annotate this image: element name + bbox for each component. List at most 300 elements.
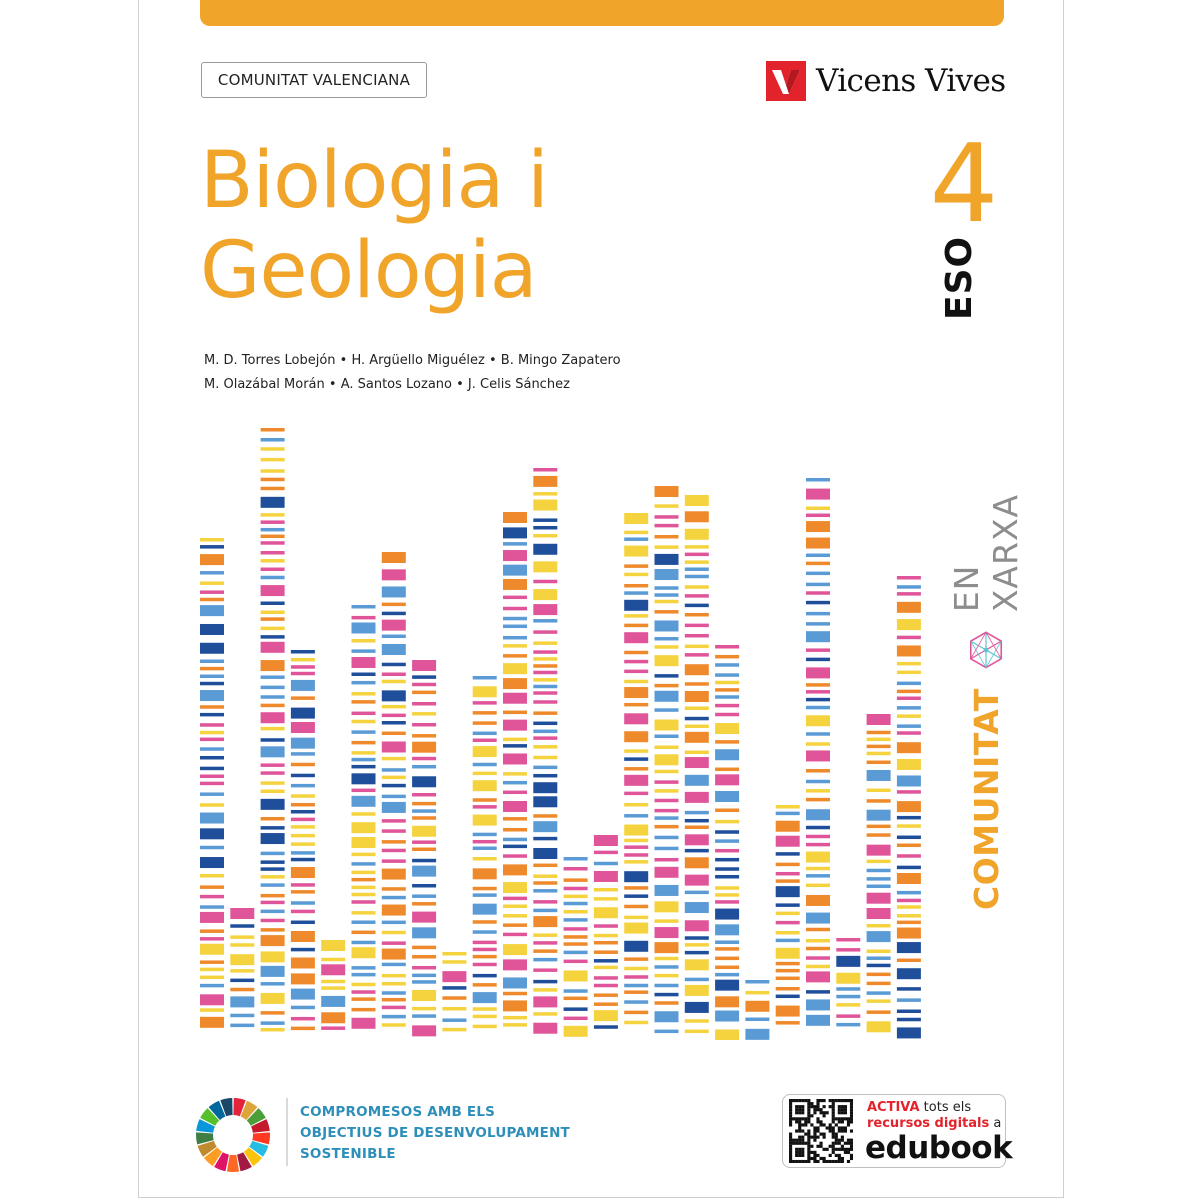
dna-band: [503, 753, 527, 764]
dna-band: [624, 687, 648, 698]
dna-band: [503, 1016, 527, 1020]
dna-band: [806, 769, 830, 773]
dna-band: [352, 983, 376, 987]
dna-band: [261, 894, 285, 898]
dna-band: [291, 738, 315, 749]
dna-band: [867, 964, 891, 968]
sdg-line-3: SOSTENIBLE: [300, 1146, 396, 1162]
qr-module: [844, 1126, 847, 1129]
dna-band: [200, 960, 224, 964]
dna-band: [473, 893, 497, 897]
dna-band: [200, 994, 224, 1005]
dna-band: [594, 1025, 618, 1029]
dna-band: [655, 836, 679, 840]
dna-band: [655, 942, 679, 953]
dna-band: [473, 721, 497, 725]
dna-band: [624, 1011, 648, 1015]
dna-band: [412, 848, 436, 852]
dna-band: [382, 663, 406, 667]
dna-band: [685, 875, 709, 886]
dna-band: [533, 881, 557, 885]
qr-module: [789, 1108, 792, 1111]
qr-module: [807, 1105, 810, 1108]
dna-band: [655, 789, 679, 793]
dna-band: [533, 980, 557, 984]
dna-band: [533, 730, 557, 734]
dna-band: [867, 731, 891, 735]
dna-band: [503, 923, 527, 927]
qr-module: [850, 1102, 853, 1105]
dna-band: [897, 602, 921, 613]
dna-band: [533, 604, 557, 615]
dna-band: [806, 939, 830, 943]
dna-band: [261, 883, 285, 887]
dna-band: [655, 586, 679, 590]
dna-band: [655, 691, 679, 702]
qr-module: [823, 1133, 826, 1136]
dna-band: [897, 968, 921, 979]
dna-band: [473, 711, 497, 715]
qr-module: [841, 1136, 844, 1139]
dna-band: [382, 569, 406, 580]
dna-band: [533, 837, 557, 841]
qr-module: [838, 1160, 841, 1163]
dna-band: [806, 690, 830, 694]
dna-band: [897, 905, 921, 909]
dna-band: [382, 949, 406, 960]
dna-band: [473, 846, 497, 850]
qr-module: [813, 1133, 816, 1136]
dna-band: [533, 1023, 557, 1034]
qr-module: [832, 1126, 835, 1129]
qr-module: [832, 1145, 835, 1148]
dna-band: [655, 1001, 679, 1005]
dna-band: [412, 816, 436, 820]
dna-band: [261, 447, 285, 451]
dna-band: [200, 605, 224, 616]
qr-module: [804, 1099, 807, 1102]
dna-band: [412, 1014, 436, 1018]
qr-module: [801, 1154, 804, 1157]
dna-band: [685, 545, 709, 549]
dna-band: [291, 650, 315, 654]
dna-band: [655, 1030, 679, 1034]
dna-band: [836, 1023, 860, 1027]
dna-band: [594, 976, 618, 980]
dna-band: [261, 497, 285, 508]
dna-band: [291, 708, 315, 719]
qr-module: [847, 1117, 850, 1120]
qr-module: [816, 1145, 819, 1148]
dna-band: [594, 966, 618, 970]
dna-band: [261, 528, 285, 532]
dna-band: [715, 839, 739, 843]
dna-band: [655, 885, 679, 896]
dna-band: [352, 730, 376, 734]
qr-module: [807, 1160, 810, 1163]
dna-band: [261, 712, 285, 723]
dna-band: [291, 1017, 315, 1021]
dna-band: [382, 869, 406, 880]
qr-module: [795, 1099, 798, 1102]
qr-module: [841, 1120, 844, 1123]
dna-band: [897, 585, 921, 589]
dna-band: [685, 594, 709, 598]
qr-module: [841, 1099, 844, 1102]
qr-module: [813, 1136, 816, 1139]
dna-band: [806, 601, 830, 605]
dna-band: [685, 792, 709, 803]
dna-band: [412, 742, 436, 753]
dna-band: [564, 997, 588, 1001]
dna-band: [533, 500, 557, 511]
dna-band: [533, 814, 557, 818]
qr-module: [804, 1120, 807, 1123]
dna-band: [685, 951, 709, 955]
qr-module: [816, 1160, 819, 1163]
dna-band: [412, 675, 436, 679]
dna-band: [685, 717, 709, 721]
qr-module: [807, 1148, 810, 1151]
dna-band: [200, 705, 224, 709]
dna-band: [594, 984, 618, 988]
dna-band: [352, 1018, 376, 1029]
dna-band: [806, 999, 830, 1010]
dna-band: [745, 991, 769, 995]
dna-band: [503, 550, 527, 561]
dna-band: [352, 920, 376, 924]
qr-module: [819, 1108, 822, 1111]
dna-band: [655, 554, 679, 565]
qr-module: [841, 1108, 844, 1111]
dna-band: [836, 1014, 860, 1018]
qr-module: [838, 1120, 841, 1123]
dna-band: [806, 913, 830, 924]
dna-band: [685, 959, 709, 970]
dna-band: [261, 627, 285, 631]
qr-module: [813, 1160, 816, 1163]
dna-band: [503, 542, 527, 546]
dna-band: [382, 941, 406, 945]
qr-module: [829, 1099, 832, 1102]
dna-band: [655, 610, 679, 614]
dna-band: [261, 469, 285, 473]
dna-band: [382, 741, 406, 752]
dna-band: [715, 893, 739, 897]
dna-band: [685, 811, 709, 815]
publisher-name: Vicens Vives: [816, 63, 1006, 99]
dna-band: [412, 757, 436, 761]
qr-module: [795, 1120, 798, 1123]
dna-band: [685, 511, 709, 522]
qr-module: [810, 1145, 813, 1148]
qr-module: [801, 1129, 804, 1132]
qr-module: [838, 1117, 841, 1120]
qr-module: [841, 1117, 844, 1120]
dna-band: [473, 974, 497, 978]
sdg-line-1: COMPROMESOS AMB ELS: [300, 1104, 496, 1120]
dna-band: [594, 959, 618, 963]
dna-band: [352, 765, 376, 769]
qr-module: [847, 1099, 850, 1102]
qr-module: [823, 1123, 826, 1126]
dna-band: [503, 663, 527, 674]
dna-band: [715, 655, 739, 659]
dna-band: [685, 691, 709, 702]
qr-module: [810, 1102, 813, 1105]
qr-module: [807, 1114, 810, 1117]
dna-band: [230, 979, 254, 983]
dna-band: [261, 833, 285, 844]
dna-band: [655, 600, 679, 604]
qr-module: [819, 1123, 822, 1126]
dna-band: [412, 902, 436, 906]
dna-band: [473, 833, 497, 837]
dna-band: [503, 882, 527, 893]
dna-band: [412, 826, 436, 837]
dna-band: [382, 732, 406, 736]
dna-band: [715, 695, 739, 699]
dna-band: [230, 988, 254, 992]
qr-module: [789, 1099, 792, 1102]
dna-band: [685, 819, 709, 823]
dna-band: [594, 897, 618, 901]
dna-band: [291, 665, 315, 669]
dna-band: [533, 941, 557, 945]
dna-band: [503, 644, 527, 648]
dna-band: [382, 552, 406, 563]
qr-module: [795, 1160, 798, 1163]
dna-band: [352, 947, 376, 958]
dna-band: [503, 738, 527, 742]
dna-band: [624, 713, 648, 724]
dna-band: [624, 845, 648, 849]
dna-band: [352, 973, 376, 977]
dna-band: [745, 980, 769, 984]
dna-band: [836, 948, 860, 952]
dna-band: [503, 527, 527, 538]
dna-band: [473, 920, 497, 924]
dna-band: [685, 645, 709, 649]
dna-band: [261, 478, 285, 482]
dna-band: [291, 752, 315, 756]
dna-band: [382, 840, 406, 844]
dna-band: [655, 569, 679, 580]
dna-band: [382, 921, 406, 925]
dna-band: [533, 650, 557, 654]
dna-band: [594, 934, 618, 938]
dna-band: [352, 681, 376, 685]
dna-band: [806, 506, 830, 510]
dna-band: [867, 789, 891, 793]
qr-code-icon[interactable]: [789, 1099, 853, 1163]
qr-module: [801, 1111, 804, 1114]
dna-band: [533, 526, 557, 530]
dna-band: [261, 799, 285, 810]
qr-module: [801, 1151, 804, 1154]
dna-band: [776, 879, 800, 883]
dna-band: [806, 583, 830, 587]
dna-band: [200, 731, 224, 735]
qr-module: [841, 1145, 844, 1148]
dna-band: [655, 867, 679, 878]
dna-band: [624, 839, 648, 843]
dna-band: [655, 593, 679, 597]
dna-band: [473, 948, 497, 952]
dna-band: [473, 1015, 497, 1019]
dna-band: [897, 775, 921, 786]
dna-band: [261, 559, 285, 563]
dna-band: [655, 504, 679, 508]
dna-band: [624, 546, 648, 557]
dna-band: [624, 967, 648, 971]
qr-module: [841, 1129, 844, 1132]
dna-band: [715, 673, 739, 677]
dna-band: [806, 852, 830, 863]
dna-band: [473, 1007, 497, 1011]
dna-band: [564, 857, 588, 861]
dna-band: [867, 810, 891, 821]
dna-band: [473, 738, 497, 742]
dna-band: [624, 680, 648, 684]
sdg-segment: [227, 1155, 239, 1172]
dna-band: [412, 802, 436, 806]
dna-band: [685, 732, 709, 743]
qr-module: [850, 1157, 853, 1160]
authors-line-1: M. D. Torres Lobejón • H. Argüello Miguélez • B. Mingo Zapatero: [204, 353, 621, 368]
dna-band: [261, 660, 285, 671]
qr-module: [832, 1142, 835, 1145]
dna-band: [503, 625, 527, 629]
dna-band: [412, 1025, 436, 1036]
dna-band: [291, 1027, 315, 1031]
dna-band: [533, 476, 557, 487]
qr-module: [832, 1129, 835, 1132]
dna-band: [442, 996, 466, 1000]
dna-band: [897, 824, 921, 828]
qr-module: [795, 1105, 798, 1108]
qr-module: [804, 1133, 807, 1136]
dna-band: [897, 714, 921, 718]
qr-module: [798, 1105, 801, 1108]
dna-band: [776, 995, 800, 999]
dna-band: [806, 612, 830, 616]
dna-band: [291, 858, 315, 862]
qr-module: [810, 1136, 813, 1139]
dna-band: [412, 894, 436, 898]
qr-module: [792, 1139, 795, 1142]
dna-band: [261, 458, 285, 462]
qr-module: [795, 1117, 798, 1120]
dna-band: [503, 801, 527, 812]
dna-band: [776, 939, 800, 943]
dna-band: [200, 767, 224, 771]
dna-band: [291, 931, 315, 942]
dna-band: [715, 749, 739, 760]
dna-band: [715, 688, 739, 692]
dna-band: [564, 878, 588, 882]
qr-module: [832, 1148, 835, 1151]
dna-band: [867, 877, 891, 881]
dna-band: [352, 789, 376, 793]
qr-module: [838, 1099, 841, 1102]
qr-module: [823, 1105, 826, 1108]
dna-band: [200, 803, 224, 807]
qr-module: [829, 1129, 832, 1132]
dna-band: [291, 851, 315, 855]
dna-band: [291, 957, 315, 968]
qr-module: [795, 1111, 798, 1114]
dna-band: [261, 781, 285, 785]
dna-band: [685, 902, 709, 913]
dna-band: [594, 1002, 618, 1006]
dna-band: [685, 943, 709, 947]
dna-band: [352, 700, 376, 704]
digital-activation-box[interactable]: [782, 1094, 1013, 1168]
dna-band: [685, 825, 709, 829]
qr-module: [795, 1142, 798, 1145]
qr-module: [801, 1142, 804, 1145]
dna-band: [685, 751, 709, 755]
dna-band: [624, 990, 648, 994]
edubook-logo: edubook: [865, 1130, 1013, 1166]
dna-band: [382, 1023, 406, 1027]
dna-band: [897, 836, 921, 840]
dna-band: [897, 1027, 921, 1038]
dna-band: [382, 768, 406, 772]
dna-band: [867, 860, 891, 864]
dna-band: [624, 600, 648, 611]
dna-band: [321, 1012, 345, 1023]
dna-band: [533, 796, 557, 807]
qr-module: [798, 1120, 801, 1123]
qr-module: [832, 1151, 835, 1154]
dna-band: [200, 912, 224, 923]
dna-band: [624, 651, 648, 655]
dna-band: [261, 875, 285, 879]
dna-band: [412, 765, 436, 769]
qr-module: [829, 1123, 832, 1126]
dna-band: [382, 802, 406, 813]
dna-band: [200, 660, 224, 664]
qr-module: [838, 1108, 841, 1111]
qr-module: [832, 1099, 835, 1102]
dna-band: [655, 515, 679, 519]
dna-band: [473, 772, 497, 776]
dna-band: [776, 962, 800, 966]
dna-band: [685, 1002, 709, 1013]
dna-band: [352, 796, 376, 807]
dna-band: [352, 720, 376, 724]
qr-module: [807, 1157, 810, 1160]
dna-band: [685, 604, 709, 608]
qr-module: [810, 1105, 813, 1108]
dna-band: [806, 835, 830, 839]
dna-band: [624, 923, 648, 934]
dna-band: [806, 798, 830, 802]
dna-band: [715, 1011, 739, 1022]
activation-rest-2: a: [989, 1116, 1002, 1131]
qr-module: [850, 1105, 853, 1108]
qr-module: [798, 1126, 801, 1129]
dna-band: [473, 941, 497, 945]
qr-module: [835, 1142, 838, 1145]
dna-band: [655, 708, 679, 712]
dna-band: [291, 890, 315, 894]
qr-module: [813, 1111, 816, 1114]
dna-band: [230, 996, 254, 1007]
dna-band: [533, 619, 557, 623]
